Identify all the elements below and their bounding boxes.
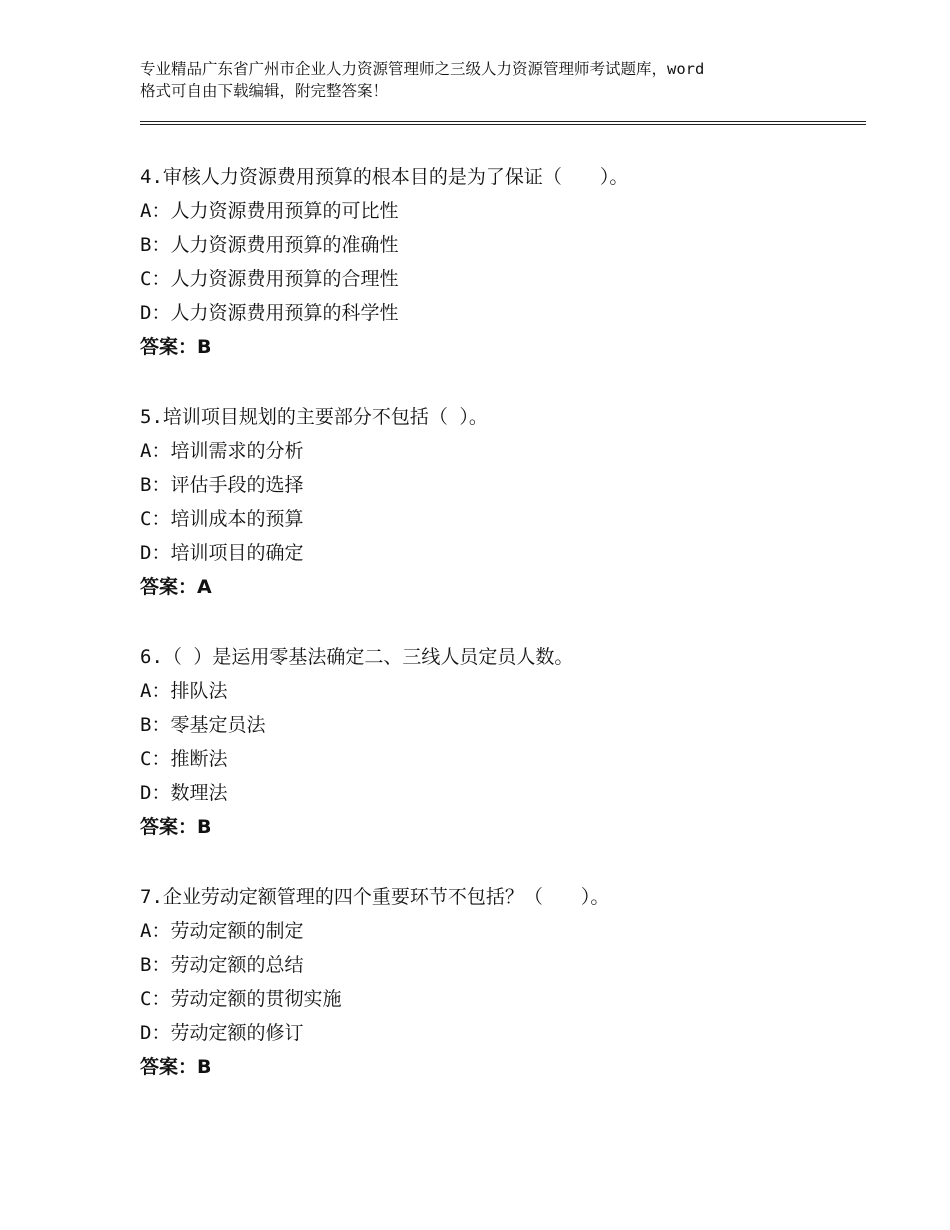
option-c: C：人力资源费用预算的合理性: [140, 268, 399, 290]
option-c: C：推断法: [140, 748, 228, 770]
question-5: [140, 400, 866, 604]
option-b: B：人力资源费用预算的准确性: [140, 234, 399, 256]
option-c: C：劳动定额的贯彻实施: [140, 988, 342, 1010]
question-text: 6.（ ）是运用零基法确定二、三线人员定员人数。: [140, 646, 574, 668]
spacer: [140, 604, 866, 640]
question-7: [140, 880, 866, 1084]
header-divider-thin: [140, 121, 866, 122]
option-d: D：劳动定额的修订: [140, 1022, 304, 1044]
answer: 答案：B: [140, 1056, 212, 1078]
option-d: D：数理法: [140, 782, 228, 804]
question-text: 5.培训项目规划的主要部分不包括（ ）。: [140, 406, 488, 428]
option-a: A：人力资源费用预算的可比性: [140, 200, 399, 222]
option-c: C：培训成本的预算: [140, 508, 304, 530]
option-b: B：零基定员法: [140, 714, 266, 736]
option-a: A：劳动定额的制定: [140, 920, 304, 942]
option-b: B：评估手段的选择: [140, 474, 304, 496]
question-6: [140, 640, 866, 844]
option-d: D：人力资源费用预算的科学性: [140, 302, 399, 324]
option-d: D：培训项目的确定: [140, 542, 304, 564]
question-text: 4.审核人力资源费用预算的根本目的是为了保证（ ）。: [140, 166, 629, 188]
answer: 答案：A: [140, 576, 212, 598]
option-a: A：培训需求的分析: [140, 440, 304, 462]
spacer: [140, 844, 866, 880]
question-text: 7.企业劳动定额管理的四个重要环节不包括？（ ）。: [140, 886, 610, 908]
question-4: [140, 160, 866, 364]
option-b: B：劳动定额的总结: [140, 954, 304, 976]
option-a: A：排队法: [140, 680, 228, 702]
answer: 答案：B: [140, 816, 212, 838]
header-divider-thick: [140, 124, 866, 125]
header-line-1: 专业精品广东省广州市企业人力资源管理师之三级人力资源管理师考试题库，word: [140, 60, 705, 78]
spacer: [140, 364, 866, 400]
question-list: [140, 160, 866, 1084]
answer: 答案：B: [140, 336, 212, 358]
document-header: [140, 58, 830, 102]
header-line-2: 格式可自由下载编辑，附完整答案！: [140, 82, 389, 100]
